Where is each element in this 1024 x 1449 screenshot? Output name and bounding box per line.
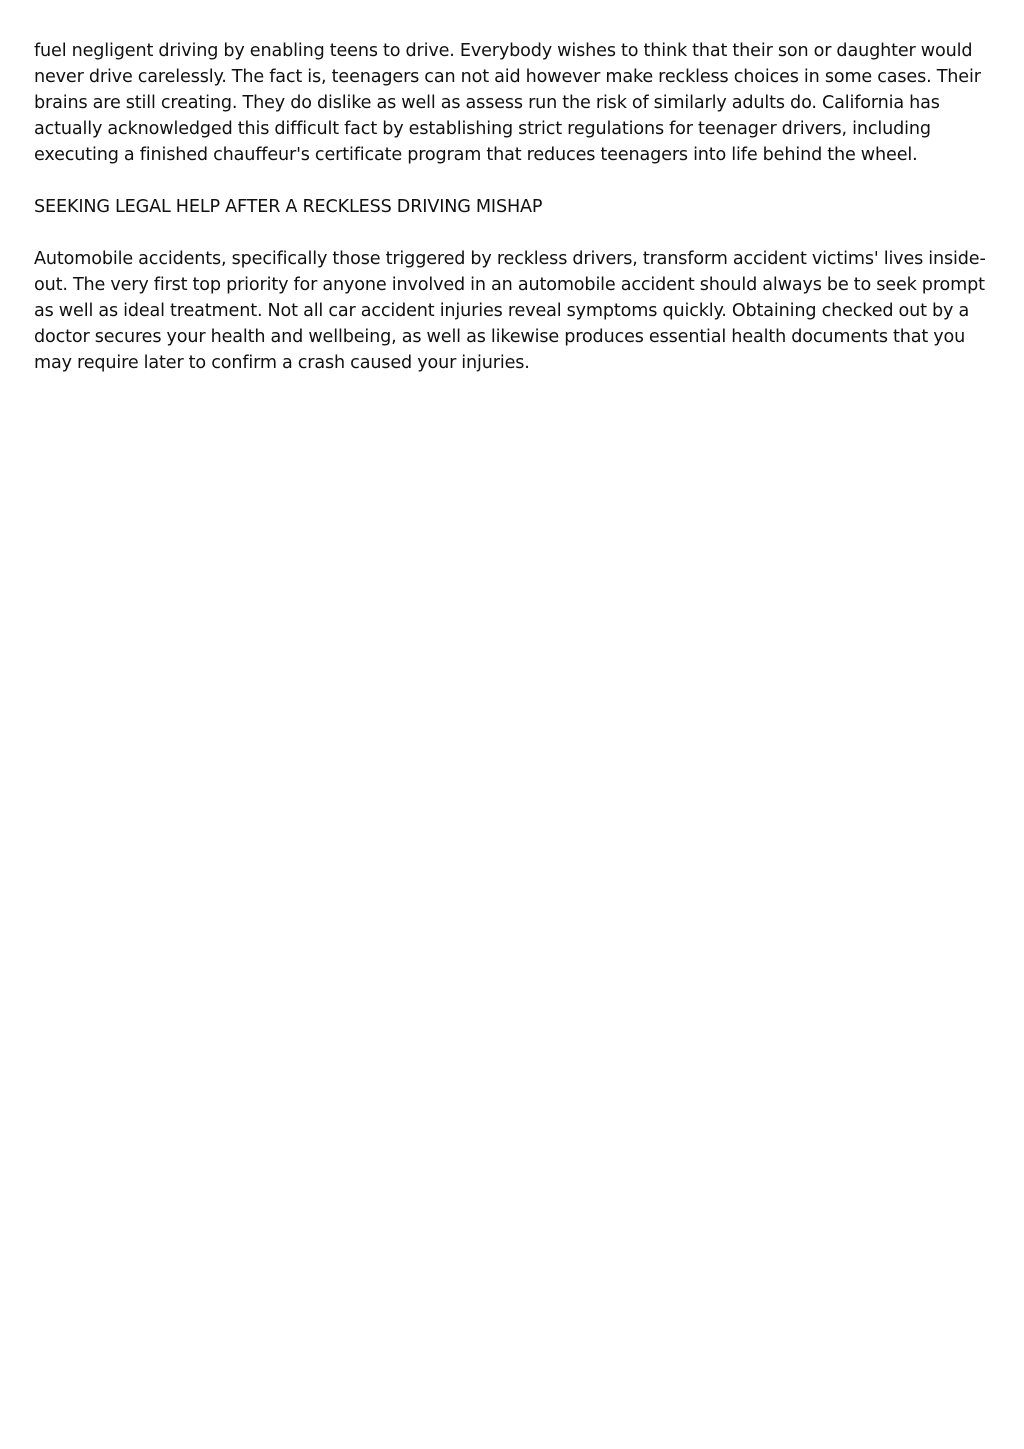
body-paragraph-teen-drivers: fuel negligent driving by enabling teens to drive. Everybody wishes to think that their son or daughter would never drive carelessly. The fact is, teenagers can not aid however make reckless choices in some cases. Their brains are still creating. They do dislike as well as assess run the risk of similarly adults do. California has actually acknowledged this difficult fact by establishing strict regulations for teenager drivers, including executing a finished chauffeur's certificate program that reduces teenagers into life behind the wheel. <box>34 41 981 165</box>
section-heading-legal-help: SEEKING LEGAL HELP AFTER A RECKLESS DRIVING MISHAP <box>34 197 543 217</box>
document-page <box>34 38 992 376</box>
body-paragraph-accident-victims: Automobile accidents, specifically those triggered by reckless drivers, transform accident victims' lives inside-out. The very first top priority for anyone involved in an automobile accident should always be to seek prompt as well as ideal treatment. Not all car accident injuries reveal symptoms quickly. Obtaining checked out by a doctor secures your health and wellbeing, as well as likewise produces essential health documents that you may require later to confirm a crash caused your injuries. <box>34 249 986 373</box>
